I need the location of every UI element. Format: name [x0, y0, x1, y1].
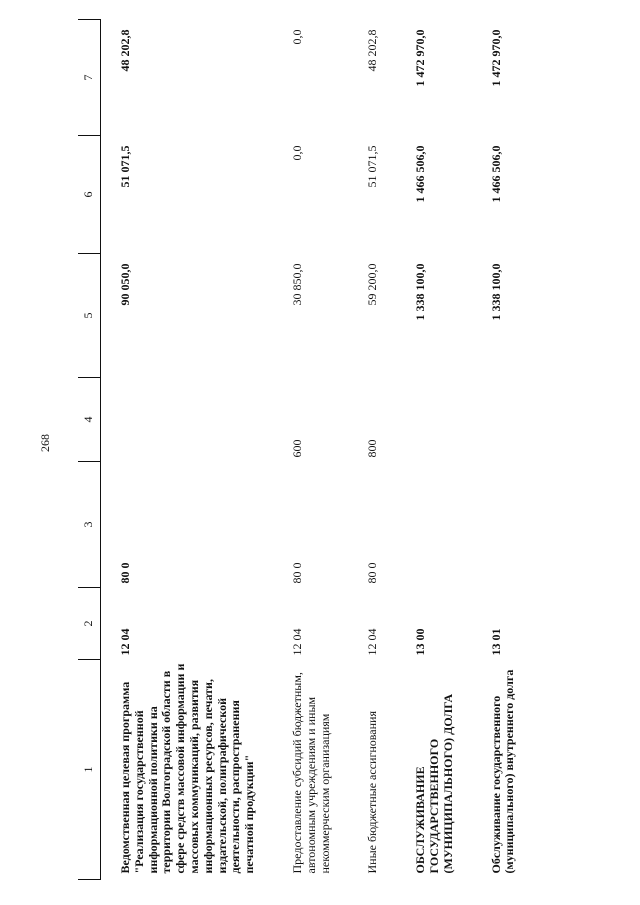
table-row [273, 20, 348, 880]
row-section-code: 12 04 [118, 628, 132, 656]
column-header: 1 [78, 660, 101, 880]
column-header: 2 [78, 588, 101, 660]
row-target-code [472, 462, 534, 588]
row-name: Обслуживание государственного (муниципального) внутреннего долга [488, 669, 517, 874]
budget-table-container [78, 20, 533, 880]
row-name: Ведомственная целевая программа "Реализация государственной информационной политики на территории Волгоградской области в сфере средств массовой информации и массовых коммуникаций, развития информационных ресурсов, печати, издательской, полиграфической деятельности, распространения печатной продукции" [118, 663, 257, 874]
row-value-col7: 48 202,8 [365, 29, 380, 72]
column-header: 5 [78, 254, 101, 378]
row-value-col5: 1 338 100,0 [488, 263, 503, 321]
row-type-code [101, 378, 273, 462]
row-target-code: 80 0 [365, 562, 380, 584]
table-row [348, 20, 396, 880]
row-name: ОБСЛУЖИВАНИЕ ГОСУДАРСТВЕННОГО (МУНИЦИПАЛЬНОГО) ДОЛГА [413, 693, 455, 874]
row-value-col6: 1 466 506,0 [413, 145, 428, 203]
row-value-col6: 51 071,5 [365, 145, 380, 188]
row-section-code: 13 00 [413, 628, 428, 656]
column-header: 3 [78, 462, 101, 588]
row-value-col5: 1 338 100,0 [413, 263, 428, 321]
row-type-code [472, 378, 534, 462]
row-section-code: 13 01 [488, 628, 503, 656]
column-header: 4 [78, 378, 101, 462]
budget-table [78, 19, 533, 880]
row-value-col7: 1 472 970,0 [488, 29, 503, 87]
row-name: Предоставление субсидий бюджетным, автономным учреждениям и иным некоммерческим организациям [289, 672, 332, 874]
row-target-code: 80 0 [118, 562, 132, 584]
page-number: 268 [38, 434, 52, 452]
row-target-code [396, 462, 471, 588]
row-section-code: 12 04 [289, 628, 304, 656]
column-header: 6 [78, 136, 101, 254]
row-section-code: 12 04 [365, 628, 380, 656]
row-value-col5: 59 200,0 [365, 263, 380, 306]
row-value-col7: 0,0 [289, 29, 304, 45]
row-type-code: 600 [289, 439, 304, 458]
table-header-row [78, 20, 101, 880]
row-value-col7: 48 202,8 [118, 29, 132, 72]
row-value-col5: 90 050,0 [118, 263, 132, 306]
row-value-col6: 1 466 506,0 [488, 145, 503, 203]
table-row [396, 20, 471, 880]
row-target-code: 80 0 [289, 562, 304, 584]
row-value-col6: 0,0 [289, 145, 304, 161]
table-row [101, 20, 273, 880]
row-type-code: 800 [365, 439, 380, 458]
row-name: Иные бюджетные ассигнования [365, 711, 380, 874]
table-row [472, 20, 534, 880]
row-type-code [396, 378, 471, 462]
row-value-col5: 30 850,0 [289, 263, 304, 306]
column-header: 7 [78, 20, 101, 136]
row-value-col6: 51 071,5 [118, 145, 132, 188]
row-value-col7: 1 472 970,0 [413, 29, 428, 87]
